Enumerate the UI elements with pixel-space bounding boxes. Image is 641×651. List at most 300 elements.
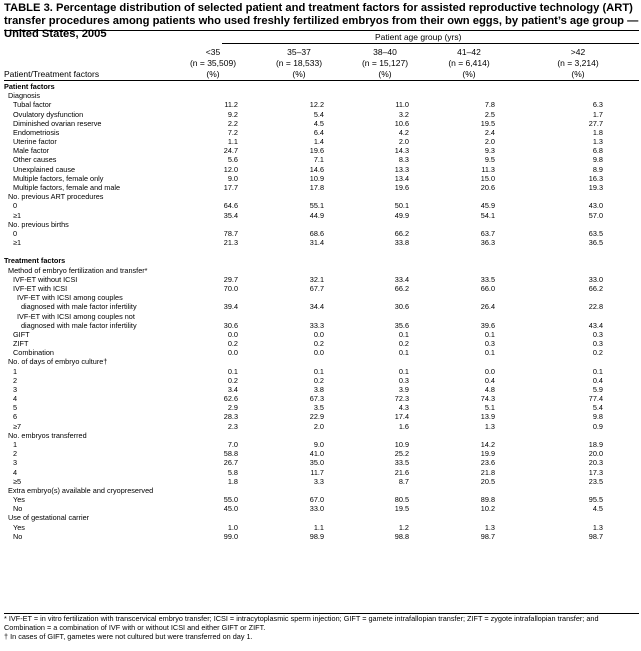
table-section-row bbox=[0, 293, 641, 302]
cell-value: 7.2 bbox=[227, 127, 238, 137]
footnote-gift: † In cases of GIFT, gametes were not cultured but were transferred on day 1. bbox=[4, 632, 253, 641]
row-label: Diagnosis bbox=[8, 91, 41, 101]
cell-value: 19.5 bbox=[480, 118, 495, 128]
cell-value: 7.1 bbox=[313, 155, 324, 165]
cell-value: 17.3 bbox=[588, 467, 603, 477]
cell-value: 1.3 bbox=[484, 421, 495, 431]
cell-value: 35.6 bbox=[394, 320, 409, 330]
cell-value: 62.6 bbox=[223, 394, 238, 404]
cell-value: 26.4 bbox=[480, 302, 495, 312]
cell-value: 0.3 bbox=[592, 339, 603, 349]
table-row bbox=[0, 412, 641, 421]
row-label: Male factor bbox=[13, 146, 50, 156]
header-rule bbox=[4, 80, 639, 81]
cell-value: 26.7 bbox=[223, 458, 238, 468]
cell-value: 39.6 bbox=[480, 320, 495, 330]
cell-value: 18.9 bbox=[588, 440, 603, 450]
cell-value: 67.3 bbox=[309, 394, 324, 404]
cell-value: 21.8 bbox=[480, 467, 495, 477]
cell-value: 2.0 bbox=[398, 137, 409, 147]
cell-value: 1.1 bbox=[313, 522, 324, 532]
cell-value: 11.2 bbox=[224, 100, 238, 110]
cell-value: 55.0 bbox=[223, 495, 238, 505]
row-label: IVF-ET with ICSI among couples bbox=[17, 293, 123, 303]
row-label: diagnosed with male factor infertility bbox=[21, 320, 137, 330]
cell-value: 74.3 bbox=[480, 394, 495, 404]
cell-value: 19.6 bbox=[394, 182, 409, 192]
cell-value: 0.0 bbox=[313, 348, 324, 358]
cell-value: 17.7 bbox=[223, 182, 238, 192]
table-row bbox=[0, 504, 641, 513]
row-label: No. of days of embryo culture† bbox=[8, 357, 108, 367]
row-label: Diminished ovarian reserve bbox=[13, 118, 102, 128]
cell-value: 0.2 bbox=[313, 339, 324, 349]
cell-value: 3.5 bbox=[313, 403, 324, 413]
cell-value: 10.9 bbox=[394, 440, 409, 450]
cell-value: 6.3 bbox=[592, 100, 603, 110]
row-label: 1 bbox=[13, 366, 18, 376]
row-label: 3 bbox=[13, 458, 18, 468]
cell-value: 0.3 bbox=[592, 329, 603, 339]
col-n: (n = 18,533) bbox=[275, 58, 323, 68]
cell-value: 1.6 bbox=[398, 421, 409, 431]
cell-value: 13.3 bbox=[394, 164, 409, 174]
cell-value: 9.8 bbox=[592, 155, 603, 165]
col-age: >42 bbox=[570, 47, 586, 57]
cell-value: 0.1 bbox=[592, 366, 603, 376]
table-row bbox=[0, 385, 641, 394]
table-row bbox=[0, 110, 641, 119]
cell-value: 1.2 bbox=[398, 522, 409, 532]
cell-value: 29.7 bbox=[223, 274, 238, 284]
row-label: No. previous births bbox=[8, 219, 69, 229]
row-label: 1 bbox=[13, 440, 18, 450]
cell-value: 2.5 bbox=[484, 109, 495, 119]
cell-value: 0.3 bbox=[484, 339, 495, 349]
cell-value: 0.1 bbox=[227, 366, 238, 376]
footnote-ivf: * IVF-ET = in vitro fertilization with transcervical embryo transfer; ICSI = intracytoplasmic sperm injection; GIFT = gamete intrafallopian transfer; ZIFT = zygote intrafallopian transfer; and Combination = a combination of IVF with or without ICSI and either GIFT or ZIFT. bbox=[4, 614, 599, 632]
col-unit: (%) bbox=[378, 69, 392, 79]
cell-value: 1.1 bbox=[227, 137, 238, 147]
cell-value: 66.0 bbox=[480, 283, 495, 293]
row-label: Treatment factors bbox=[4, 256, 66, 266]
cell-value: 33.0 bbox=[588, 274, 603, 284]
col-age: 41–42 bbox=[457, 47, 481, 57]
cell-value: 5.1 bbox=[484, 403, 495, 413]
cell-value: 0.2 bbox=[592, 348, 603, 358]
table-row bbox=[0, 284, 641, 293]
table-section-row bbox=[0, 431, 641, 440]
table-section-row bbox=[0, 256, 641, 265]
cell-value: 19.5 bbox=[394, 504, 409, 514]
table-row bbox=[0, 376, 641, 385]
cell-value: 17.4 bbox=[394, 412, 409, 422]
cell-value: 5.9 bbox=[592, 384, 603, 394]
table-row bbox=[0, 165, 641, 174]
cell-value: 27.7 bbox=[588, 118, 603, 128]
cell-value: 68.6 bbox=[309, 228, 324, 238]
cell-value: 36.5 bbox=[588, 238, 603, 248]
cell-value: 35.0 bbox=[309, 458, 324, 468]
row-label: Multiple factors, female only bbox=[13, 173, 104, 183]
col-unit: (%) bbox=[206, 69, 220, 79]
cell-value: 19.9 bbox=[480, 449, 495, 459]
cell-value: 9.0 bbox=[227, 173, 238, 183]
cell-value: 1.0 bbox=[227, 522, 238, 532]
table-row bbox=[0, 403, 641, 412]
age-group-label: Patient age group (yrs) bbox=[375, 32, 462, 42]
cell-value: 2.0 bbox=[313, 421, 324, 431]
table-row bbox=[0, 211, 641, 220]
row-label: 0 bbox=[13, 228, 18, 238]
cell-value: 0.2 bbox=[227, 339, 238, 349]
cell-value: 9.8 bbox=[592, 412, 603, 422]
table-row bbox=[0, 302, 641, 311]
cell-value: 0.1 bbox=[398, 348, 409, 358]
row-label: Other causes bbox=[13, 155, 57, 165]
cell-value: 50.1 bbox=[394, 201, 409, 211]
cell-value: 0.0 bbox=[484, 366, 495, 376]
cell-value: 9.3 bbox=[484, 146, 495, 156]
cell-value: 2.2 bbox=[227, 118, 238, 128]
cell-value: 11.3 bbox=[481, 164, 495, 174]
row-label: Endometriosis bbox=[13, 127, 60, 137]
cell-value: 33.4 bbox=[394, 274, 409, 284]
col-n: (n = 15,127) bbox=[361, 58, 409, 68]
cell-value: 33.3 bbox=[309, 320, 324, 330]
cell-value: 3.2 bbox=[398, 109, 409, 119]
table-row bbox=[0, 128, 641, 137]
top-rule bbox=[4, 30, 639, 31]
table-row bbox=[0, 330, 641, 339]
cell-value: 0.1 bbox=[313, 366, 324, 376]
cell-value: 8.7 bbox=[398, 476, 409, 486]
row-label: Tubal factor bbox=[13, 100, 52, 110]
cell-value: 98.7 bbox=[588, 531, 603, 541]
row-label: ≥1 bbox=[13, 210, 22, 220]
col-age: 35–37 bbox=[287, 47, 311, 57]
cell-value: 0.2 bbox=[227, 375, 238, 385]
row-label: IVF-ET with ICSI among couples not bbox=[17, 311, 135, 321]
cell-value: 89.8 bbox=[480, 495, 495, 505]
cell-value: 19.6 bbox=[309, 146, 324, 156]
col-age: 38–40 bbox=[373, 47, 397, 57]
row-label: 4 bbox=[13, 394, 18, 404]
cell-value: 0.4 bbox=[592, 375, 603, 385]
table-row bbox=[0, 523, 641, 532]
cell-value: 21.6 bbox=[394, 467, 409, 477]
cell-value: 30.6 bbox=[223, 320, 238, 330]
cell-value: 0.3 bbox=[398, 375, 409, 385]
cell-value: 33.8 bbox=[394, 238, 409, 248]
row-label: Patient factors bbox=[4, 82, 55, 91]
cell-value: 1.7 bbox=[592, 109, 603, 119]
cell-value: 2.0 bbox=[484, 137, 495, 147]
cell-value: 54.1 bbox=[480, 210, 495, 220]
cell-value: 58.8 bbox=[223, 449, 238, 459]
table-section-row bbox=[0, 513, 641, 522]
cell-value: 0.1 bbox=[398, 366, 409, 376]
row-label: Multiple factors, female and male bbox=[13, 182, 121, 192]
cell-value: 64.6 bbox=[223, 201, 238, 211]
row-label: Uterine factor bbox=[13, 137, 57, 147]
cell-value: 4.8 bbox=[484, 384, 495, 394]
cell-value: 1.3 bbox=[592, 137, 603, 147]
row-label: 3 bbox=[13, 384, 18, 394]
cell-value: 0.4 bbox=[484, 375, 495, 385]
cell-value: 66.2 bbox=[588, 283, 603, 293]
cell-value: 25.2 bbox=[394, 449, 409, 459]
table-section-row bbox=[0, 220, 641, 229]
cell-value: 10.9 bbox=[309, 173, 324, 183]
table-row bbox=[0, 275, 641, 284]
table-row bbox=[0, 495, 641, 504]
cell-value: 63.5 bbox=[588, 228, 603, 238]
cell-value: 77.4 bbox=[588, 394, 603, 404]
col-n: (n = 6,414) bbox=[448, 58, 490, 68]
row-label: IVF-ET with ICSI bbox=[13, 283, 68, 293]
table-row bbox=[0, 238, 641, 247]
cell-value: 0.0 bbox=[313, 329, 324, 339]
cell-value: 0.1 bbox=[398, 329, 409, 339]
table-row bbox=[0, 477, 641, 486]
cell-value: 10.2 bbox=[480, 504, 495, 514]
row-header: Patient/Treatment factors bbox=[4, 69, 100, 79]
cell-value: 1.3 bbox=[484, 522, 495, 532]
table-row bbox=[0, 422, 641, 431]
row-label: Method of embryo fertilization and transfer* bbox=[8, 265, 148, 275]
cell-value: 98.9 bbox=[309, 531, 324, 541]
cell-value: 14.6 bbox=[309, 164, 324, 174]
table-row bbox=[0, 137, 641, 146]
table-row bbox=[0, 348, 641, 357]
cell-value: 15.0 bbox=[480, 173, 495, 183]
cell-value: 7.8 bbox=[484, 100, 495, 110]
cell-value: 35.4 bbox=[223, 210, 238, 220]
cell-value: 33.5 bbox=[480, 274, 495, 284]
cell-value: 3.3 bbox=[313, 476, 324, 486]
cell-value: 0.1 bbox=[484, 348, 495, 358]
row-label: 6 bbox=[13, 412, 18, 422]
table-row bbox=[0, 394, 641, 403]
cell-value: 12.2 bbox=[309, 100, 324, 110]
cell-value: 30.6 bbox=[394, 302, 409, 312]
cell-value: 0.2 bbox=[398, 339, 409, 349]
row-label: ≥5 bbox=[13, 476, 22, 486]
cell-value: 5.4 bbox=[313, 109, 324, 119]
cell-value: 31.4 bbox=[309, 238, 324, 248]
table-row bbox=[0, 458, 641, 467]
cell-value: 45.0 bbox=[223, 504, 238, 514]
table-section-row bbox=[0, 247, 641, 256]
cell-value: 23.5 bbox=[588, 476, 603, 486]
col-n: (n = 3,214) bbox=[557, 58, 599, 68]
row-label: 2 bbox=[13, 449, 18, 459]
table-title: TABLE 3. Percentage distribution of selected patient and treatment factors for assisted reproductive technology (ART) transfer procedures among patients who used freshly fertilized embryos from their own eggs, by patient’s age group — United States, 2005 bbox=[4, 2, 639, 40]
cell-value: 2.3 bbox=[227, 421, 238, 431]
table-section-row bbox=[0, 266, 641, 275]
cell-value: 4.3 bbox=[398, 403, 409, 413]
cell-value: 44.9 bbox=[309, 210, 324, 220]
table-row bbox=[0, 449, 641, 458]
cell-value: 9.5 bbox=[484, 155, 495, 165]
cell-value: 1.3 bbox=[592, 522, 603, 532]
cell-value: 0.2 bbox=[313, 375, 324, 385]
cell-value: 43.0 bbox=[588, 201, 603, 211]
cell-value: 5.8 bbox=[227, 467, 238, 477]
cell-value: 72.3 bbox=[394, 394, 409, 404]
row-label: No. previous ART procedures bbox=[8, 192, 104, 202]
cell-value: 6.8 bbox=[592, 146, 603, 156]
table-row bbox=[0, 201, 641, 210]
table-row bbox=[0, 468, 641, 477]
cell-value: 16.3 bbox=[588, 173, 603, 183]
cell-value: 0.0 bbox=[227, 348, 238, 358]
row-label: Use of gestational carrier bbox=[8, 513, 90, 523]
col-unit: (%) bbox=[292, 69, 306, 79]
row-label: Extra embryo(s) available and cryopreserved bbox=[8, 485, 154, 495]
cell-value: 57.0 bbox=[588, 210, 603, 220]
cell-value: 5.4 bbox=[592, 403, 603, 413]
col-n: (n = 35,509) bbox=[189, 58, 237, 68]
cell-value: 20.6 bbox=[480, 182, 495, 192]
row-label: No bbox=[13, 531, 23, 541]
cell-value: 1.8 bbox=[227, 476, 238, 486]
cell-value: 21.3 bbox=[223, 238, 238, 248]
cell-value: 34.4 bbox=[309, 302, 324, 312]
table-section-row bbox=[0, 91, 641, 100]
row-label: Unexplained cause bbox=[13, 164, 76, 174]
cell-value: 5.6 bbox=[227, 155, 238, 165]
table-row bbox=[0, 155, 641, 164]
row-label: ≥7 bbox=[13, 421, 22, 431]
cell-value: 1.8 bbox=[592, 127, 603, 137]
cell-value: 8.3 bbox=[398, 155, 409, 165]
row-label: Combination bbox=[13, 348, 54, 358]
cell-value: 66.2 bbox=[394, 283, 409, 293]
cell-value: 32.1 bbox=[309, 274, 324, 284]
cell-value: 6.4 bbox=[313, 127, 324, 137]
row-label: ZIFT bbox=[13, 339, 29, 349]
cell-value: 20.0 bbox=[588, 449, 603, 459]
cell-value: 12.0 bbox=[223, 164, 238, 174]
cell-value: 70.0 bbox=[223, 283, 238, 293]
cell-value: 20.3 bbox=[588, 458, 603, 468]
cell-value: 10.6 bbox=[394, 118, 409, 128]
table-row bbox=[0, 100, 641, 109]
cell-value: 1.4 bbox=[313, 137, 324, 147]
cell-value: 11.7 bbox=[310, 467, 324, 477]
row-label: Yes bbox=[13, 522, 25, 532]
table-section-row bbox=[0, 312, 641, 321]
row-label: 0 bbox=[13, 201, 18, 211]
table-row bbox=[0, 367, 641, 376]
row-label: 2 bbox=[13, 375, 18, 385]
cell-value: 14.2 bbox=[480, 440, 495, 450]
cell-value: 24.7 bbox=[223, 146, 238, 156]
table-section-row bbox=[0, 82, 641, 91]
cell-value: 4.2 bbox=[398, 127, 409, 137]
table-row bbox=[0, 146, 641, 155]
cell-value: 43.4 bbox=[588, 320, 603, 330]
cell-value: 9.2 bbox=[227, 109, 238, 119]
cell-value: 0.1 bbox=[484, 329, 495, 339]
col-unit: (%) bbox=[462, 69, 476, 79]
cell-value: 49.9 bbox=[394, 210, 409, 220]
cell-value: 13.9 bbox=[480, 412, 495, 422]
table-row bbox=[0, 321, 641, 330]
cell-value: 3.4 bbox=[227, 384, 238, 394]
cell-value: 39.4 bbox=[223, 302, 238, 312]
cell-value: 2.9 bbox=[227, 403, 238, 413]
cell-value: 11.0 bbox=[395, 100, 409, 110]
row-label: IVF-ET without ICSI bbox=[13, 274, 78, 284]
col-unit: (%) bbox=[571, 69, 585, 79]
cell-value: 80.5 bbox=[394, 495, 409, 505]
cell-value: 9.0 bbox=[313, 440, 324, 450]
table-row bbox=[0, 532, 641, 541]
age-group-rule bbox=[222, 43, 639, 44]
cell-value: 0.9 bbox=[592, 421, 603, 431]
cell-value: 33.5 bbox=[394, 458, 409, 468]
cell-value: 23.6 bbox=[480, 458, 495, 468]
table-row bbox=[0, 183, 641, 192]
cell-value: 3.8 bbox=[313, 384, 324, 394]
row-label: ≥1 bbox=[13, 238, 22, 248]
table-section-row bbox=[0, 192, 641, 201]
cell-value: 99.0 bbox=[223, 531, 238, 541]
cell-value: 66.2 bbox=[394, 228, 409, 238]
row-label: Yes bbox=[13, 495, 25, 505]
cell-value: 67.0 bbox=[309, 495, 324, 505]
cell-value: 67.7 bbox=[309, 283, 324, 293]
table-row bbox=[0, 229, 641, 238]
cell-value: 20.5 bbox=[480, 476, 495, 486]
cell-value: 8.9 bbox=[592, 164, 603, 174]
table-row bbox=[0, 119, 641, 128]
row-label: No bbox=[13, 504, 23, 514]
table-row bbox=[0, 339, 641, 348]
row-label: 5 bbox=[13, 403, 18, 413]
table-section-row bbox=[0, 357, 641, 366]
cell-value: 55.1 bbox=[309, 201, 324, 211]
row-label: No. embryos transferred bbox=[8, 430, 87, 440]
cell-value: 4.5 bbox=[313, 118, 324, 128]
row-label: 4 bbox=[13, 467, 18, 477]
row-label: Ovulatory dysfunction bbox=[13, 109, 84, 119]
table-section-row bbox=[0, 486, 641, 495]
col-age: <35 bbox=[205, 47, 221, 57]
cell-value: 3.9 bbox=[398, 384, 409, 394]
cell-value: 13.4 bbox=[394, 173, 409, 183]
cell-value: 22.9 bbox=[309, 412, 324, 422]
cell-value: 4.5 bbox=[592, 504, 603, 514]
cell-value: 2.4 bbox=[484, 127, 495, 137]
cell-value: 78.7 bbox=[223, 228, 238, 238]
row-label: GIFT bbox=[13, 329, 30, 339]
cell-value: 28.3 bbox=[223, 412, 238, 422]
row-label: diagnosed with male factor infertility bbox=[21, 302, 137, 312]
cell-value: 95.5 bbox=[588, 495, 603, 505]
table-row bbox=[0, 440, 641, 449]
cell-value: 98.8 bbox=[394, 531, 409, 541]
cell-value: 33.0 bbox=[309, 504, 324, 514]
cell-value: 63.7 bbox=[480, 228, 495, 238]
cell-value: 14.3 bbox=[394, 146, 409, 156]
cell-value: 7.0 bbox=[227, 440, 238, 450]
table-row bbox=[0, 174, 641, 183]
cell-value: 41.0 bbox=[309, 449, 324, 459]
